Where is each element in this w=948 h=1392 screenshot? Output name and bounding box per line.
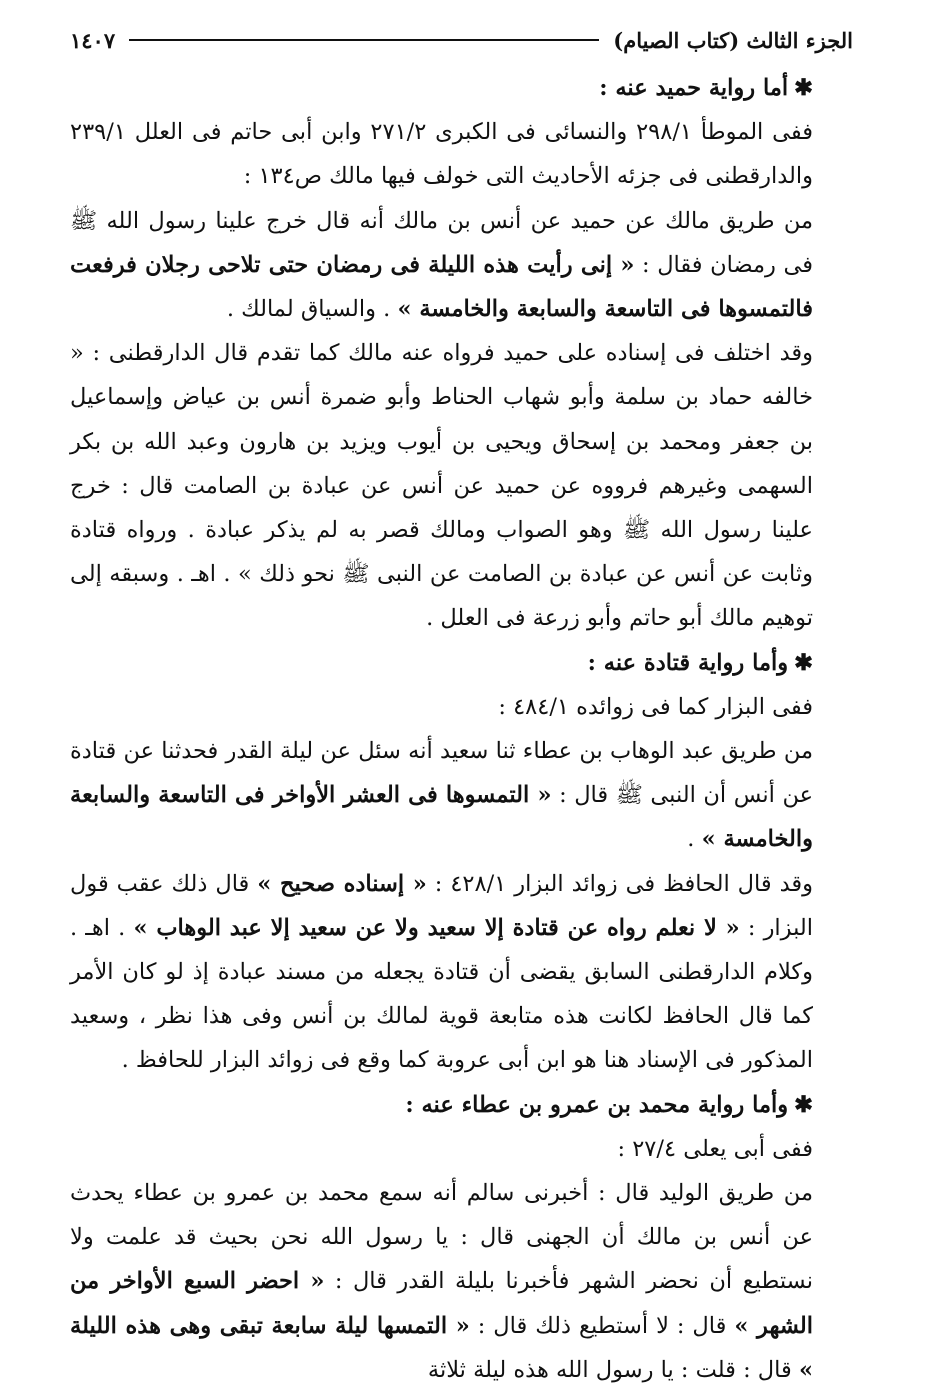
- section-heading-humaid: ✱أما رواية حميد عنه :: [599, 75, 813, 101]
- page-number: ١٤٠٧: [70, 27, 116, 53]
- hadith-quote: « التمسوها فى العشر الأواخر فى التاسعة والسابعة والخامسة »: [70, 782, 813, 853]
- page-body: [70, 66, 853, 1392]
- hadith-quote: « إنى رأيت هذه الليلة فى رمضان حتى تلاحى رجلان فرفعت فالتمسوها فى التاسعة والسابعة والخامسة »: [70, 251, 813, 323]
- hadith-quote: « احضر السبع الأواخر من الشهر »: [70, 1268, 814, 1339]
- walid-route: من طريق الوليد قال : أخبرنى سالم أنه سمع محمد بن عمرو بن عطاء يحدث عن أنس بن مالك أن الجهنى قال : يا رسول الله نحن بحيث قد علمت ولا نستطيع أن نحضر الشهر فأخبرنا بليلة القدر قال : « احضر السبع الأواخر من الشهر » قال : لا أستطيع ذلك قال : « التمسها ليلة سابعة تبقى وهى هذه الليلة » قال : قلت : يا رسول الله هذه ليلة ثلاثة: [70, 1180, 814, 1383]
- qatada-sources: ففى البزار كما فى زوائده ٤٨٤/١ :: [498, 693, 813, 720]
- asterisk-icon: ✱: [794, 649, 813, 676]
- hadith-quote: « التمسها ليلة سابعة تبقى وهى هذه الليلة »: [70, 1312, 813, 1383]
- daraqutni-paragraph: وقد اختلف فى إسناده على حميد فرواه عنه مالك كما تقدم قال الدارقطنى : « خالفه حماد بن سلمة وأبو شهاب الحناط وأبو ضمرة أنس بن عياض وإسماعيل بن جعفر ومحمد بن إسحاق ويحيى بن أيوب ويزيد بن هارون وعبد الله بن بكر السهمى وغيرهم فرووه عن حميد عن أنس عن عبادة بن الصامت قال : خرج علينا رسول الله ﷺ وهو الصواب ومالك قصر به لم يذكر عبادة . ورواه قتادة وثابت عن أنس عن عبادة بن الصامت عن النبى ﷺ نحو ذلك » . اهـ . وسبقه إلى توهيم مالك أبو حاتم وأبو زرعة فى العلل .: [70, 340, 813, 632]
- header-title: الجزء الثالث (كتاب الصيام): [613, 27, 853, 53]
- muhammad-sources: ففى أبى يعلى ٢٧/٤ :: [617, 1135, 813, 1162]
- hadith-quote: « إسناده صحيح »: [257, 870, 427, 897]
- malik-route: من طريق مالك عن حميد عن أنس بن مالك أنه قال خرج علينا رسول الله ﷺ فى رمضان فقال : « إنى رأيت هذه الليلة فى رمضان حتى تلاحى رجلان فرفعت فالتمسوها فى التاسعة والسابعة والخامسة » . والسياق لمالك .: [70, 207, 814, 323]
- qatada-route: من طريق عبد الوهاب بن عطاء ثنا سعيد أنه سئل عن ليلة القدر فحدثنا عن قتادة عن أنس أن النبى ﷺ قال : « التمسوها فى العشر الأواخر فى التاسعة والسابعة والخامسة » .: [70, 738, 813, 853]
- section-heading-qatada: ✱وأما رواية قتادة عنه :: [587, 649, 813, 676]
- header-rule: [129, 39, 599, 41]
- humaid-sources: ففى الموطأ ٢٩٨/١ والنسائى فى الكبرى ٢٧١/٢ وابن أبى حاتم فى العلل ٢٣٩/١ والدارقطنى فى جزئه الأحاديث التى خولف فيها مالك ص١٣٤ :: [70, 119, 813, 190]
- asterisk-icon: ✱: [794, 1091, 813, 1118]
- hafiz-paragraph: وقد قال الحافظ فى زوائد البزار ٤٢٨/١ : « إسناده صحيح » قال ذلك عقب قول البزار : « لا نعلم رواه عن قتادة إلا سعيد ولا عن سعيد إلا عبد الوهاب » . اهـ . وكلام الدارقطنى السابق يقضى أن قتادة يجعله من مسند عبادة إذ لو كان الأمر كما قال الحافظ لكانت هذه متابعة قوية لمالك بن أنس وفى هذا نظر ، وسعيد المذكور فى الإسناد هنا هو ابن أبى عروبة كما وقع فى زوائد البزار للحافظ .: [70, 870, 814, 1074]
- section-heading-muhammad: ✱وأما رواية محمد بن عمرو بن عطاء عنه :: [405, 1091, 813, 1118]
- book-page: [70, 18, 853, 1383]
- running-header: [70, 18, 853, 62]
- asterisk-icon: ✱: [794, 75, 813, 101]
- hadith-quote: « لا نعلم رواه عن قتادة إلا سعيد ولا عن سعيد إلا عبد الوهاب »: [133, 914, 740, 941]
